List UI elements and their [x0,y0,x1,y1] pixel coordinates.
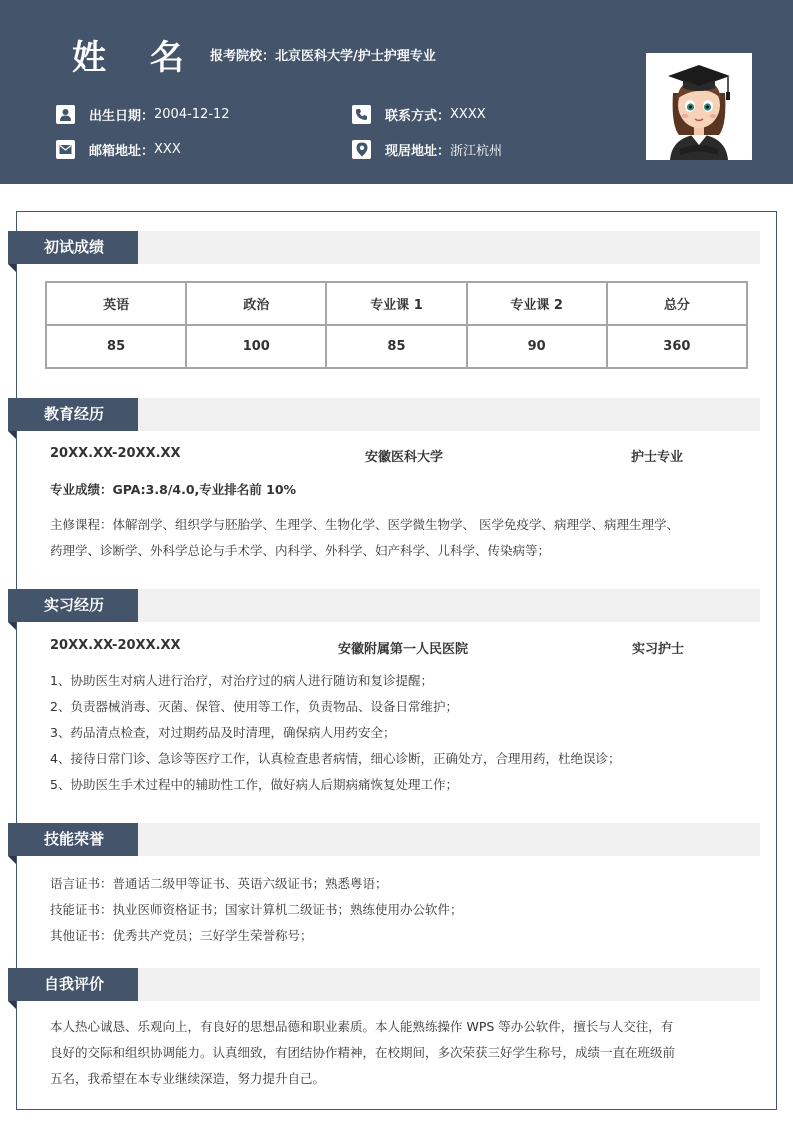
table-header-cell: 政治 [186,282,326,325]
education-major: 护士专业 [631,450,684,465]
education-grade: 专业成绩：GPA:3.8/4.0,专业排名前 10% [50,482,297,497]
table-header-cell: 英语 [46,282,186,325]
internship-period: 20XX.XX-20XX.XX [50,638,181,653]
list-item: 3、药品清点检查，对过期药品及时清理，确保病人用药安全； [50,725,396,740]
profile-photo [646,53,752,160]
internship-duties [50,668,755,798]
scores-section-title: 初试成绩 [8,231,138,264]
contact-value: XXXX [450,107,486,122]
table-row [46,325,747,368]
scores-table [45,281,748,369]
courses-line: 主修课程：体解剖学、组织学与胚胎学、生理学、生物化学、医学微生物学、 医学免疫学、病理学、病理生理学、 [50,517,679,532]
list-item: 语言证书：普通话二级甲等证书、英语六级证书；熟悉粤语； [50,876,388,891]
internship-section-fold [8,622,16,630]
birth-value: 2004-12-12 [154,107,230,122]
table-header-row [46,282,747,325]
email-value: XXX [154,142,181,157]
skills-list [50,871,755,949]
list-item: 4、接待日常门诊、急诊等医疗工作，认真检查患者病情，细心诊断，正确处方，合理用药，杜绝误诊； [50,751,621,766]
skills-section-title: 技能荣誉 [8,823,138,856]
table-header-cell: 专业课 1 [326,282,466,325]
contact-label: 联系方式： [385,109,451,124]
address-row [352,140,502,159]
contact-row [352,105,486,124]
phone-icon [352,105,371,124]
email-label: 邮箱地址： [89,144,155,159]
internship-section-title: 实习经历 [8,589,138,622]
self-eval-line: 五名，我希望在本专业继续深造，努力提升自己。 [50,1071,326,1086]
location-pin-icon [352,140,371,159]
table-cell: 85 [46,325,186,368]
courses-line: 药理学、诊断学、外科学总论与手术学、内科学、外科学、妇产科学、儿科学、传染病等； [50,543,551,558]
internship-summary-row [50,638,750,658]
list-item: 其他证书：优秀共产党员；三好学生荣誉称号； [50,928,313,943]
person-icon [56,105,75,124]
list-item: 5、协助医生手术过程中的辅助性工作，做好病人后期病痛恢复处理工作； [50,777,458,792]
target-school: 报考院校：北京医科大学/护士护理专业 [210,49,436,64]
candidate-name: 姓 名 [72,38,200,78]
education-school: 安徽医科大学 [365,450,444,465]
birth-label: 出生日期： [89,109,155,124]
scores-section-fold [8,264,16,272]
self-eval-line: 良好的交际和组织协调能力。认真细致，有团结协作精神，在校期间，多次荣获三好学生称号，成绩一直在班级前 [50,1045,676,1060]
table-cell: 360 [607,325,747,368]
internship-role: 实习护士 [632,642,685,657]
education-section-fold [8,431,16,439]
table-cell: 100 [186,325,326,368]
self-eval-text [50,1014,755,1092]
self-eval-section-title: 自我评价 [8,968,138,1001]
list-item: 2、负责器械消毒、灭菌、保管、使用等工作，负责物品、设备日常维护； [50,699,458,714]
table-header-cell: 专业课 2 [467,282,607,325]
mail-icon [56,140,75,159]
education-summary-row [50,446,750,466]
education-period: 20XX.XX-20XX.XX [50,446,181,461]
skills-section-fold [8,856,16,864]
self-eval-section-fold [8,1001,16,1009]
education-section-title: 教育经历 [8,398,138,431]
email-row [56,140,181,159]
list-item: 1、协助医生对病人进行治疗，对治疗过的病人进行随访和复诊提醒； [50,673,433,688]
birth-date-row [56,105,230,124]
table-cell: 90 [467,325,607,368]
address-value: 浙江杭州 [450,144,503,159]
list-item: 技能证书：执业医师资格证书；国家计算机二级证书；熟练使用办公软件； [50,902,463,917]
resume-header [0,0,793,184]
internship-hospital: 安徽附属第一人民医院 [338,642,469,657]
address-label: 现居地址： [385,144,451,159]
table-header-cell: 总分 [607,282,747,325]
table-cell: 85 [326,325,466,368]
self-eval-line: 本人热心诚恳、乐观向上，有良好的思想品德和职业素质。本人能熟练操作 WPS 等办公软件，擅长与人交往，有 [50,1019,674,1034]
education-courses [50,512,755,564]
